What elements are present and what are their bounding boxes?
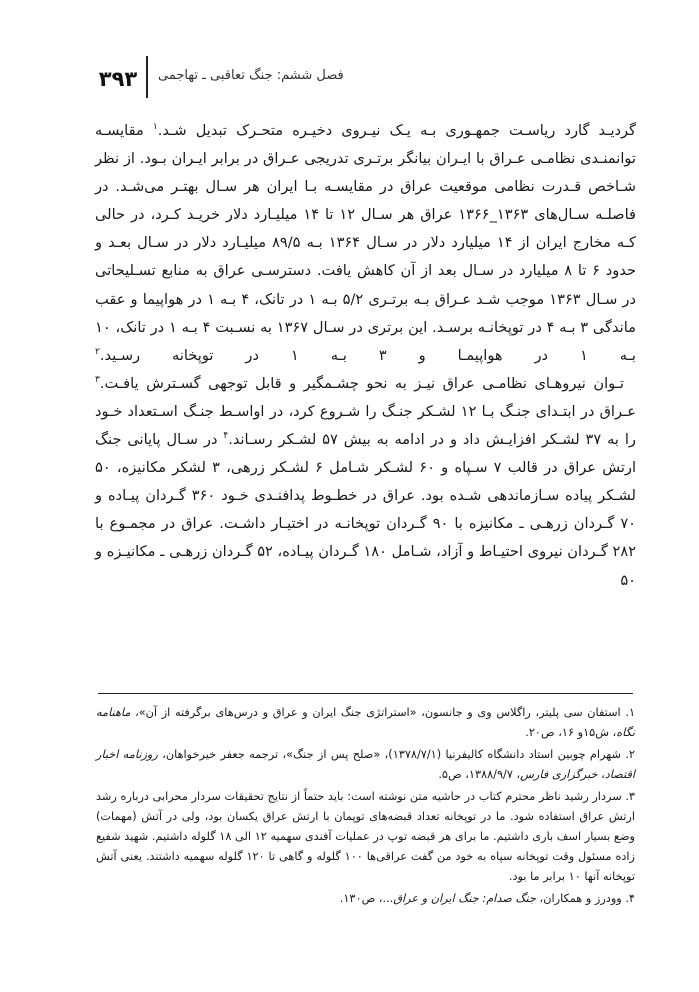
footnote-source-title: ماهنامه نگاه (96, 706, 635, 739)
paragraph-2 (95, 370, 636, 595)
footnote-text: ، ش۱۵و ۱۶، ص۲۰. (525, 726, 617, 739)
body-line: ۱۰ بـه ۱ در هواپیمـا و ۳ بـه ۱ در توپخانه رسـید. (95, 318, 636, 364)
body-line: مقایسـه توانمنـدی نظامـی عـراق با ایـران بیانگر برتـری تدریجی عـراق در برابر (95, 122, 636, 168)
footnote-divider (98, 693, 633, 694)
body-line: سـال بهتـر می‌شـد. در فاصلـه سـال‌های ۱۳۶۳_۱۳۶۶ عراق هر سـال ۱۲ تا ۱۴ (95, 178, 637, 224)
footnote-source-title: خبرگزاری فارس (520, 768, 598, 781)
footnote-1 (96, 703, 635, 743)
body-text (95, 117, 636, 595)
footnote-ref: ۳ (95, 374, 100, 385)
footnote-text: ، (597, 768, 605, 781)
footnote-ref: ۴ (223, 431, 229, 442)
body-line: گردیـد گارد ریاسـت جمهـوری بـه یـک نیـروی دخیـره متحـرک تبدیل شـد. (157, 122, 637, 139)
footnote-text: ۱. استفان سی پلیتر، راگلاس وی و جانسون، «استراتژی جنگ ایران و عراق و درس‌های برگرفته از آن»، (135, 706, 636, 719)
body-line: رسـاند. (228, 431, 273, 449)
footnote-ref: ۲ (95, 346, 100, 357)
footnote-source-title: جنگ صدام: جنگ ایران و عراق (393, 892, 536, 905)
footnote-ref: ۱ (152, 122, 158, 133)
body-line: ۱۳۶۴ بـه ۸۹/۵ میلیـارد دلار در سـال بعـد و حدود ۶ تا ۸ میلیارد در سـال بعد (95, 234, 636, 280)
body-line: جنـگ اسـتعداد خـود را به ۳۷ لشـکر افزایـش داد و در ادامه به بیش ۵۷ لشـکر (95, 402, 636, 449)
footnote-text: ۴. وودرز و همکاران، (535, 892, 635, 905)
page-number: ۳۹۳ (98, 67, 138, 91)
chapter-title: فصل ششم: جنگ تعاقبی ـ تهاجمی (158, 68, 344, 83)
body-line: شـد عـراق بـه برتـری ۵/۲ بـه ۱ در تانک، ۴ بـه ۱ در هواپیما و عقب ماندگی ۳ (95, 290, 636, 336)
footnote-text: ، ۱۳۸۸/۹/۷، ص۵. (438, 768, 521, 781)
footnote-source-title: روزنامه اخبار اقتصاد (96, 748, 635, 781)
header-divider (146, 56, 148, 98)
footnote-2 (96, 745, 635, 785)
footnotes (96, 703, 635, 911)
body-line: در سـال پایانی جنگ ارتش عراق در قالب ۷ سـپاه و ۶۰ لشـکر شـامل (95, 431, 637, 477)
body-line: احتیـاط و آزاد، شـامل ۱۸۰ گـردان پیـاده، ۵۲ گـردان زرهـی ـ مکانیـزه و ۵۰ (95, 543, 636, 589)
paragraph-1 (95, 117, 636, 370)
footnote-3 (96, 787, 635, 887)
footnote-4 (96, 889, 635, 909)
footnote-text: ۲. شهرام چوبین استاد دانشگاه کالیفرنیا (۱۳۷۸/۷/۱)، «صلح پس از جنگ»، ترجمه جعفر خیرخواهان، (157, 748, 635, 761)
body-line: از آن کاهش یافت. دسترسـی عراق به منابع تسـلیحاتی در سـال ۱۳۶۳ موجب (95, 262, 636, 308)
body-line: عـراق در ابتـدای جنـگ بـا ۱۲ لشـکر جنـگ را شـروع کرد، در اواسـط (218, 402, 636, 420)
body-line: یافـت. (99, 374, 139, 392)
body-line: ۶ لشـکر زرهی، ۳ لشکر مکانیزه، ۵۰ لشـکر پیاده سـازماندهی شـده بود. عراق (95, 459, 637, 505)
running-header (96, 62, 636, 102)
body-line: ۹۰ گـردان توپخانـه در اختیـار داشـت. عراق در مجمـوع با ۲۸۲ گـردان نیروی (95, 515, 637, 561)
body-line: بـه ۴ در توپخانـه برسـد. این برتری در سـال ۱۳۶۷ به نسـبت ۴ بـه ۱ در تانک، (115, 318, 576, 336)
body-line: ایـران بـود. از نظر شـاخص قـدرت نظامی موقعیت عراق در مقایسـه بـا ایران هر (95, 150, 636, 196)
body-line: تـوان نیروهـای نظامـی عراق نیـز به نحو چشـمگیر و قابل توجهی گسـترش (146, 374, 624, 392)
footnote-text: ۳. سردار رشید ناظر محترم کتاب در حاشیه متن نوشته است: باید حتماً از نتایج تحقیقات سردار محرابی درباره رشد ارتش عراق استفاده شود. ما در توپخانه تعداد قبضه‌های توپمان با ارتش عراق یکسان بود، ولی در آتش (مهمات) وضع بسیار اسف باری داشتیم. ما برای هر قبضه توپ در عملیات آفندی سهمیه ۱۲ الی ۱۸ گلوله داشتیم. شهید شفیع زاده مسئول وقت توپخانه سپاه به خود من گفت عراقی‌ها ۱۰۰ گلوله و گاهی تا ۱۲۰ گلوله سهمیه داشتند. یعنی آتش توپخانه آنها ۱۰ برابر ما بود. (96, 790, 635, 883)
footnote-text: ...، ص۱۳۰. (339, 892, 394, 905)
body-line: در خطـوط پدافنـدی خـود ۳۶۰ گـردان پیـاده و ۷۰ گـردان زرهـی ـ مکانیزه با (95, 487, 636, 533)
body-line: میلیـارد دلار خریـد کـرد، در حالی کـه مخارج ایران از ۱۴ میلیارد دلار در سـال (95, 206, 636, 252)
